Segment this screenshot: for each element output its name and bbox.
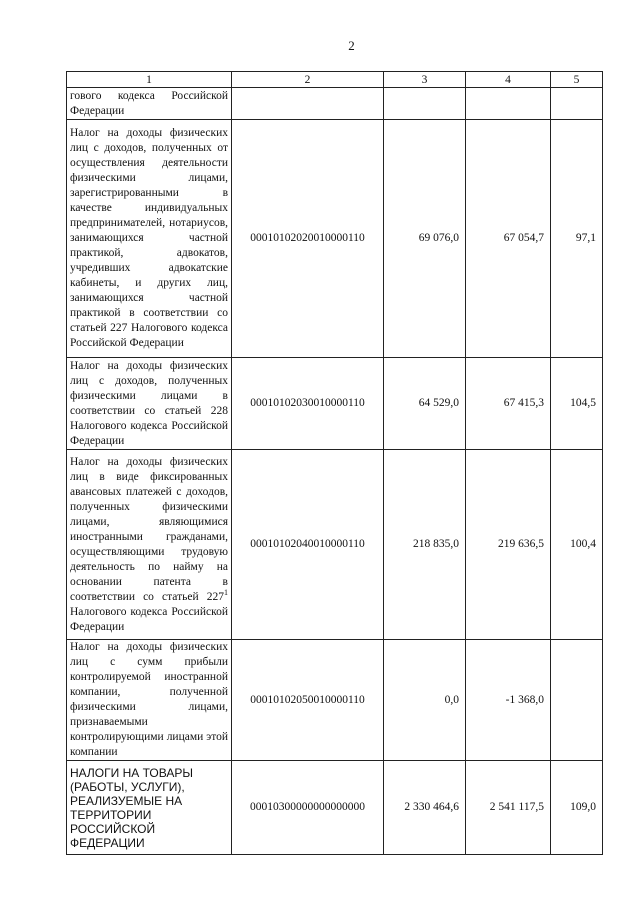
column-header: 5: [551, 72, 603, 88]
row-name: НАЛОГИ НА ТОВАРЫ (РАБОТЫ, УСЛУГИ), РЕАЛИЗУЕМЫЕ НА ТЕРРИТОРИИ РОССИЙСКОЙ ФЕДЕРАЦИИ: [67, 761, 232, 855]
row-name-text: Налог на доходы физических лиц в виде фиксированных авансовых платежей с доходов, полученных физическими лицами, являющимися иностранными гражданами, осуществляющими трудовую деятельность по найму на основании патента в соответствии со статьей 227: [70, 455, 228, 603]
superscript: 1: [224, 587, 228, 597]
row-percent: 100,4: [551, 450, 603, 640]
row-value-plan: 218 835,0: [384, 450, 466, 640]
row-name: [67, 450, 232, 640]
page-number: 2: [348, 38, 355, 53]
row-value-plan: 69 076,0: [384, 120, 466, 358]
row-value-plan: 0,0: [384, 640, 466, 761]
column-header: 3: [384, 72, 466, 88]
row-name: гового кодекса Российской Федерации: [67, 88, 232, 120]
table-row: [67, 88, 603, 120]
row-value-plan: [384, 88, 466, 120]
row-value-fact: -1 368,0: [466, 640, 551, 761]
row-code: 00010102050010000110: [232, 640, 384, 761]
row-name-text-end: Налогового кодекса Российской Федерации: [70, 605, 228, 633]
table-row: [67, 358, 603, 450]
table-row: [67, 120, 603, 358]
table-row: [67, 450, 603, 640]
row-value-fact: 67 415,3: [466, 358, 551, 450]
column-header: 4: [466, 72, 551, 88]
table-header-row: [67, 72, 603, 88]
row-value-fact: 67 054,7: [466, 120, 551, 358]
row-name: Налог на доходы физических лиц с доходов, полученных физическими лицами в соответствии со статьей 228 Налогового кодекса Российской Федерации: [67, 358, 232, 450]
row-code: 00010300000000000000: [232, 761, 384, 855]
row-percent: [551, 88, 603, 120]
row-code: [232, 88, 384, 120]
row-value-fact: 2 541 117,5: [466, 761, 551, 855]
row-percent: [551, 640, 603, 761]
row-value-plan: 2 330 464,6: [384, 761, 466, 855]
row-value-fact: 219 636,5: [466, 450, 551, 640]
row-code: 00010102020010000110: [232, 120, 384, 358]
row-name: Налог на доходы физических лиц с доходов, полученных от осуществления деятельности физическими лицами, зарегистрированными в качестве индивидуальных предпринимателей, нотариусов, занимающихся частной практикой, адвокатов, учредивших адвокатские кабинеты, и других лиц, занимающихся частной практикой в соответствии со статьей 227 Налогового кодекса Российской Федерации: [67, 120, 232, 358]
row-percent: 97,1: [551, 120, 603, 358]
column-header: 1: [67, 72, 232, 88]
budget-table: [66, 71, 603, 855]
row-code: 00010102040010000110: [232, 450, 384, 640]
table-row: [67, 761, 603, 855]
row-percent: 109,0: [551, 761, 603, 855]
row-name: Налог на доходы физических лиц с сумм прибыли контролируемой иностранной компании, полученной физическими лицами, признаваемыми контролирующими лицами этой компании: [67, 640, 232, 761]
row-code: 00010102030010000110: [232, 358, 384, 450]
row-percent: 104,5: [551, 358, 603, 450]
row-value-fact: [466, 88, 551, 120]
table-row: [67, 640, 603, 761]
row-value-plan: 64 529,0: [384, 358, 466, 450]
column-header: 2: [232, 72, 384, 88]
